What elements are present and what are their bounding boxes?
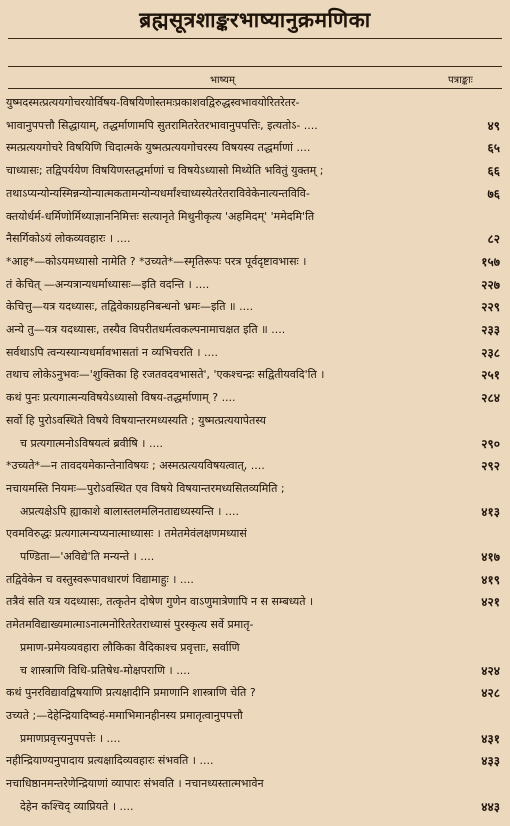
index-entry-text: नहीन्द्रियाण्यनुपादाय प्रत्यक्षादिव्यवहारः संभवति । .... [6,754,214,767]
index-entry-text: *आह*—कोऽयमध्यासो नामेति ? *उच्यते*—स्मृतिरूपः परत्र पूर्वदृष्टावभासः । [6,255,307,268]
index-entry-text: प्रमाणप्रवृत्त्यनुपपत्तेः । .... [20,732,121,745]
index-entry-page-number: ४९ [487,119,500,133]
index-entry-page-number: ४४३ [481,800,500,814]
index-entry-text: अप्रत्यक्षेऽपि ह्याकाशे बालास्तलमलिनताद्यध्यस्यन्ति । .... [20,505,239,518]
index-entry-text: देहेन कश्चिद्‌ व्याप्रियते । .... [20,800,134,813]
index-entry-text: तद्विवेकेन च वस्तुस्वरूपावधारणं विद्यामाहुः । .... [6,573,194,586]
index-entry-page-number: २२७ [481,278,500,292]
index-entry-text: नचाधिष्ठानमन्तरेणेन्द्रियाणां व्यापारः संभवति । नचानध्यस्तात्मभावेन [6,777,264,790]
header-rule-bottom [8,88,502,89]
index-entry-page-number: ८२ [487,232,500,246]
index-entry-page-number: ४१७ [481,550,500,564]
index-entry-text: तं केचित्‌ —अन्यत्रान्यधर्माध्यासः—इति वदन्ति । .... [6,278,210,291]
index-entry-page-number: २३३ [481,323,500,337]
index-entry-text: तथाच लोकेऽनुभवः—'शुक्तिका हि रजतवदवभासते', 'एकश्चन्द्रः सद्वितीयवदि'ति । [6,368,325,381]
index-entry-text: च शास्त्राणि विधि-प्रतिषेध-मोक्षपराणि । .... [20,664,191,677]
index-entry-page-number: ४२४ [481,664,500,678]
index-entry-page-number [440,479,500,499]
index-entry-text: चाध्यासः; तद्विपर्ययेण विषयिणस्तद्धर्माणां च विषयेऽध्यासो मिथ्येति भवितुं युक्तम्‌ ; [6,164,324,177]
index-entry-text: भावानुपपत्तौ सिद्धायाम्‌, तद्धर्माणामपि सुतरामितरेतरभावानुपपत्तिः, इत्यतोऽ- .... [6,119,318,132]
index-entry-page-number: १५७ [481,255,500,269]
index-entry-page-number: ४३१ [481,732,500,746]
index-entry-text: च प्रत्यगात्मनोऽविषयत्वं ब्रवीषि । .... [20,437,163,450]
index-entry-page-number [440,638,500,658]
index-entry-page-number [440,706,500,726]
index-entry-text: उच्यते ;—देहेन्द्रियादिष्वहं-ममाभिमानहीनस्य प्रमातृत्वानुपपत्तौ [6,709,243,722]
index-entry-page-number: २८४ [481,391,500,405]
index-entry-text: एवमविरुद्धः प्रत्यगात्मन्यप्यनात्माध्यासः । तमेतमेवंलक्षणमध्यासं [6,527,247,540]
index-entry-page-number: ४१९ [481,573,500,587]
index-entry-page-number [440,524,500,544]
index-entry-page-number: २५१ [481,368,500,382]
index-entry-page-number: २९० [481,437,500,451]
index-entry-page-number: ४२१ [481,595,500,609]
index-entry-text: तथाऽप्यन्योन्यस्मिन्नन्योन्यात्मकतामन्योन्यधर्मांश्चाध्यस्येतरेतराविवेकेनात्यन्तविवि- [6,187,310,200]
title-rule [8,38,502,39]
index-entry-page-number: ४२८ [481,686,500,700]
index-entry-text: कथं पुनः प्रत्यगात्मन्यविषयेऽध्यासो विषय-तद्धर्माणाम्‌ ? .... [6,391,236,404]
column-header-pages: पत्राङ्काः [448,75,473,86]
index-entry-text: सर्वथाऽपि त्वन्यस्यान्यधर्मावभासतां न व्यभिचरति । .... [6,346,218,359]
index-entry-text: केचित्तु—यत्र यदध्यासः, तद्विवेकाग्रहनिबन्धनो भ्रमः—इति ॥ .... [6,300,254,313]
index-entry-text: प्रमाण-प्रमेयव्यवहारा लौकिका वैदिकाश्च प्रवृत्ताः, सर्वाणि [20,641,240,654]
index-entry-text: युष्मदस्मत्प्रत्ययगोचरयोर्विषय-विषयिणोस्तमःप्रकाशवद्विरुद्धस्वभावयोरितरेतर- [6,96,300,109]
index-entry-page-number: ४३३ [481,754,500,768]
index-entry-page-number [440,207,500,227]
column-header-bhashyam: भाष्यम् [210,75,235,86]
index-entry-text: तमेतमविद्याख्यमात्माऽनात्मनोरितरेतराध्यासं पुरस्कृत्य सर्वे प्रमातृ- [6,618,254,631]
index-entry-text: क्तयोर्धर्म-धर्मिणोर्मिथ्याज्ञाननिमित्तः सत्यानृते मिथुनीकृत्य 'अहमिदम्‌' 'ममेदमि'ति [6,210,315,223]
index-entry-page-number: ४१३ [481,505,500,519]
index-entry-text: नचायमस्ति नियमः—पुरोऽवस्थित एव विषये विषयान्तरमध्यसितव्यमिति ; [6,482,285,495]
index-entry-text: नैसर्गिकोऽयं लोकव्यवहारः । .... [6,232,131,245]
index-entry-page-number [440,615,500,635]
index-entry-page-number: २९२ [481,459,500,473]
index-entry-page-number: २३८ [481,346,500,360]
index-entry-page-number [440,774,500,794]
index-entry-text: पण्डिता—'अविद्ये'ति मन्यन्ते । .... [20,550,155,563]
index-entry-text: *उच्यते*—न तावदयमेकान्तेनाविषयः ; अस्मत्प्रत्ययविषयत्वात्‌, .... [6,459,265,472]
index-entry-page-number [440,93,500,113]
page-title: ब्रह्मसूत्रशाङ्करभाष्यानुक्रमणिका [139,8,371,32]
index-entry-text: तत्रैवं सति यत्र यदध्यासः, तत्कृतेन दोषेण गुणेन वाऽणुमात्रेणापि न स सम्बध्यते । [6,595,314,608]
index-entry-page-number: २२९ [481,300,500,314]
index-entry-text: अन्ये तु—यत्र यदध्यासः, तस्यैव विपरीतधर्मत्वकल्पनामाचक्षत इति ॥ .... [6,323,286,336]
index-entry-page-number: ७६ [487,187,500,201]
index-entry-page-number [440,411,500,431]
index-entry-text: सर्वो हि पुरोऽवस्थिते विषये विषयान्तरमध्यस्यति ; युष्मत्प्रत्ययापेतस्य [6,414,266,427]
index-entry-page-number: ६६ [487,164,500,178]
index-entry-text: स्मत्प्रत्ययगोचरे विषयिणि चिदात्मके युष्मत्प्रत्ययगोचरस्य विषयस्य तद्धर्माणां .... [6,141,311,154]
header-rule-top [8,66,502,67]
index-entry-text: कथं पुनरविद्यावद्विषयाणि प्रत्यक्षादीनि प्रमाणानि शास्त्राणि चेति ? [6,686,256,699]
index-entry-page-number: ६५ [487,141,500,155]
